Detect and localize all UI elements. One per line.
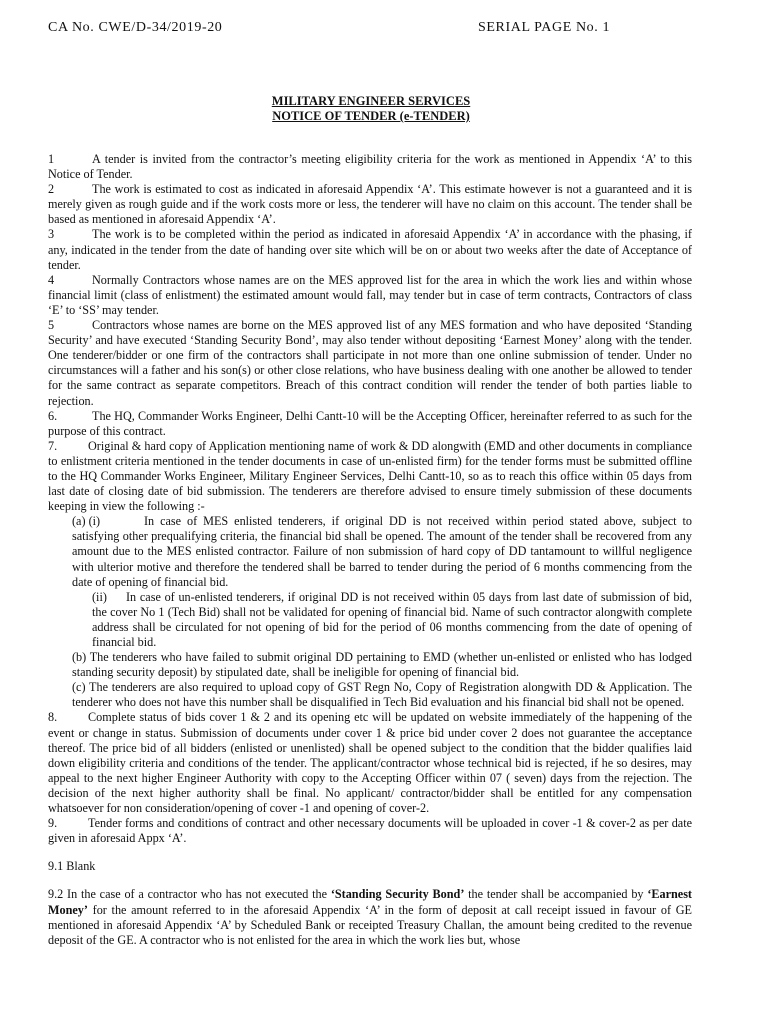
paragraph-text: The work is to be completed within the period as indicated in aforesaid Appendix ‘A’ in accordance with the phasing, if any, indicated in the tender from the date of handing over site which will be on or about two weeks after the date of Acceptance of tender.	[48, 227, 692, 272]
paragraph-number: 3	[48, 227, 55, 242]
paragraph-text: for the amount referred to in the aforesaid Appendix ‘A’ in the form of deposit at call receipt issued in favour of GE mentioned in aforesaid Appendix ‘A’ by Scheduled Bank or receipted Treasury Challan, the amount being credited to the revenue deposit of the GE. A contractor who is not enlisted for the area in which the work lies but, whose	[48, 902, 692, 947]
paragraph-5	[48, 318, 692, 409]
contract-number: CA No. CWE/D-34/2019-20	[48, 20, 223, 35]
clause-7a-ii	[92, 590, 692, 650]
paragraph-text: the tender shall be accompanied by	[464, 887, 648, 902]
document-body	[48, 152, 692, 948]
paragraph-3	[48, 227, 692, 272]
document-title: MILITARY ENGINEER SERVICES	[271, 94, 471, 108]
paragraph-number: 8.	[48, 710, 58, 725]
paragraph-number: 7.	[48, 438, 58, 453]
paragraph-1	[48, 152, 692, 182]
clause-7a-i	[72, 514, 692, 589]
paragraph-text: Contractors whose names are borne on the MES approved list of any MES formation and who have deposited ‘Standing Security’ and have executed ‘Standing Security Bond’, may also tender without depositing ‘Earnest Money’ along with the tender. One tenderer/bidder or one firm of the contractors shall participate in not more than one online submission of tender. Under no circumstances will a father and his son(s) or other close relations, who have business dealing with one another be allowed to tender for the same contract as separate competitors. Breach of this contract condition will render the tender of both parties liable to rejection.	[48, 318, 692, 408]
paragraph-number: 4	[48, 272, 55, 287]
paragraph-text: Complete status of bids cover 1 & 2 and its opening etc will be updated on website immediately of the happening of the event or change in status. Submission of documents under cover 1 & price bid under cover 2 does not guarantee the acceptance thereof. The price bid of all bidders (enlisted or unenlisted) shall be opened subject to the condition that the bidder qualifies laid down eligibility criteria and conditions of the tender. The applicant/contractor whose technical bid is rejected, if he so desires, may appeal to the next higher Engineer Authority with copy to the Accepting Officer within 07 ( seven) days from the rejection. The decision of the next higher authority shall be final. No applicant/ contractor/bidder shall be entitled for any compensation whatsoever for non consideration/opening of cover -1 and opening of cover-2.	[48, 710, 692, 816]
serial-page-number: SERIAL PAGE No. 1	[478, 20, 611, 35]
paragraph-text: The work is estimated to cost as indicated in aforesaid Appendix ‘A’. This estimate however is not a guaranteed and it is merely given as rough guide and if the work costs more or less, the tenderer will have no claim on this account. The tender shall be based as mentioned in aforesaid Appendix ‘A’.	[48, 182, 692, 227]
clause-label: (ii)	[92, 589, 107, 604]
paragraph-8	[48, 710, 692, 816]
paragraph-number: 5	[48, 318, 55, 333]
paragraph-7	[48, 439, 692, 514]
clause-7b	[72, 650, 692, 680]
paragraph-7-subclauses	[48, 514, 692, 710]
paragraph-text: A tender is invited from the contractor’s meeting eligibility criteria for the work as mentioned in Appendix ‘A’ to this Notice of Tender.	[48, 152, 692, 182]
paragraph-2	[48, 182, 692, 227]
paragraph-9-1: 9.1 Blank	[48, 859, 96, 874]
paragraph-text: 9.2 In the case of a contractor who has not executed the	[48, 887, 331, 902]
paragraph-number: 6.	[48, 408, 58, 423]
clause-label: (c)	[72, 680, 86, 695]
clause-7c	[72, 680, 692, 710]
earnest-money-term: ‘Earnest Money’	[48, 887, 692, 917]
clause-label: (a) (i)	[72, 514, 101, 529]
clause-text: In case of un-enlisted tenderers, if original DD is not received within 05 days from last date of submission of bid, the cover No 1 (Tech Bid) shall not be validated for opening of financial bid. Name of such contractor alongwith complete address shall be circulated for not opening of bid for the period of 06 months commencing from the date of opening of financial bid.	[92, 589, 692, 649]
paragraph-9-2	[48, 887, 692, 947]
clause-text: In case of MES enlisted tenderers, if original DD is not received within period stated above, subject to satisfying other prequalifying criteria, the financial bid shall be opened. The amount of the tender shall be recovered from any amount due to the MES enlisted contractor. Failure of non submission of hard copy of DD tantamount to willful negligence with ulterior motive and therefore the tendered shall be barred to tender during the period of 6 months commencing from the date of opening of financial bid.	[72, 514, 692, 589]
paragraph-text: Tender forms and conditions of contract and other necessary documents will be uploaded in cover -1 & cover-2 as per date given in aforesaid Appx ‘A’.	[48, 816, 692, 846]
paragraph-text: Normally Contractors whose names are on the MES approved list for the area in which the work lies and within whose financial limit (class of enlistment) the estimated amount would fall, may tender but in case of term contracts, Contractors of class ‘E’ to ‘SS’ may tender.	[48, 272, 692, 317]
paragraph-number: 9.	[48, 816, 58, 831]
paragraph-number: 1	[48, 152, 55, 166]
paragraph-9	[48, 816, 692, 846]
clause-text: The tenderers who have failed to submit original DD pertaining to EMD (whether un-enlisted or enlisted who has lodged standing security deposit) by stipulated date, shall be ineligible for opening of financial bid.	[72, 650, 692, 680]
document-subtitle: NOTICE OF TENDER (e-TENDER)	[272, 109, 470, 123]
paragraph-6	[48, 409, 692, 439]
standing-security-bond-term: ‘Standing Security Bond’	[330, 887, 465, 902]
clause-text: The tenderers are also required to upload copy of GST Regn No, Copy of Registration alongwith DD & Application. The tenderer who does not have this number shall be disqualified in Tech Bid evaluation and his financial bid shall not be opened.	[72, 680, 692, 710]
paragraph-text: The HQ, Commander Works Engineer, Delhi Cantt-10 will be the Accepting Officer, hereinafter referred to as such for the purpose of this contract.	[48, 408, 692, 438]
paragraph-4	[48, 273, 692, 318]
clause-label: (b)	[72, 650, 87, 665]
paragraph-text: Original & hard copy of Application mentioning name of work & DD alongwith (EMD and other documents in compliance to enlistment criteria mentioned in the tender documents in case of un-enlisted firm) for the tender forms must be submitted offline to the HQ Commander Works Engineer, Military Engineer Services, Delhi Cantt-10, so as to reach this office within 05 days from last date of closing date of bid submission. The tenderers are therefore advised to ensure timely submission of these documents keeping in view the following :-	[48, 438, 692, 514]
paragraph-number: 2	[48, 182, 55, 197]
